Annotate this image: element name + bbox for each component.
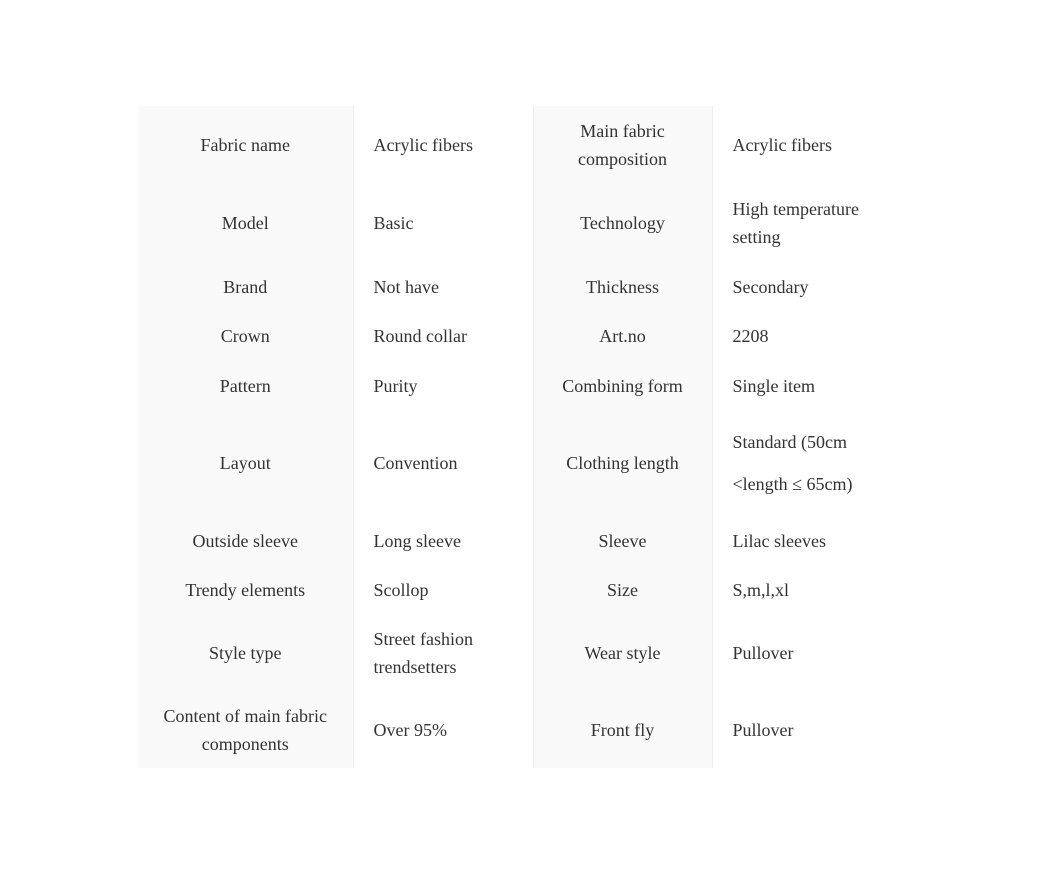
spec-value: Single item — [712, 361, 894, 410]
spec-row-model — [138, 184, 894, 262]
product-spec-table — [138, 106, 894, 768]
spec-row-brand — [138, 262, 894, 311]
spec-label: Size — [533, 565, 712, 614]
spec-row-crown — [138, 311, 894, 361]
spec-value: Scollop — [353, 565, 533, 614]
spec-label: Front fly — [533, 692, 712, 768]
spec-row-content-of-main-fabric — [138, 692, 894, 768]
spec-value: Round collar — [353, 311, 533, 361]
spec-value: Pullover — [712, 692, 894, 768]
spec-value: 2208 — [712, 311, 894, 361]
spec-value: S,m,l,xl — [712, 565, 894, 614]
spec-label: Combining form — [533, 361, 712, 410]
spec-value: Acrylic fibers — [712, 106, 894, 184]
spec-label: Layout — [138, 410, 353, 516]
spec-label: Art.no — [533, 311, 712, 361]
spec-value: Long sleeve — [353, 516, 533, 565]
spec-label: Main fabric composition — [533, 106, 712, 184]
spec-label: Style type — [138, 614, 353, 692]
spec-row-trendy-elements — [138, 565, 894, 614]
spec-value: Over 95% — [353, 692, 533, 768]
spec-value: Basic — [353, 184, 533, 262]
spec-value: High temperature setting — [712, 184, 894, 262]
spec-label: Model — [138, 184, 353, 262]
spec-label: Pattern — [138, 361, 353, 410]
spec-value: Standard (50cm <length ≤ 65cm) — [712, 410, 894, 516]
spec-label: Wear style — [533, 614, 712, 692]
spec-row-style-type — [138, 614, 894, 692]
spec-value: Secondary — [712, 262, 894, 311]
spec-label: Outside sleeve — [138, 516, 353, 565]
spec-value: Convention — [353, 410, 533, 516]
spec-row-pattern — [138, 361, 894, 410]
spec-value: Street fashion trendsetters — [353, 614, 533, 692]
spec-value: Not have — [353, 262, 533, 311]
spec-label: Clothing length — [533, 410, 712, 516]
spec-value: Acrylic fibers — [353, 106, 533, 184]
spec-row-outside-sleeve — [138, 516, 894, 565]
spec-label: Crown — [138, 311, 353, 361]
spec-value: Pullover — [712, 614, 894, 692]
spec-label: Sleeve — [533, 516, 712, 565]
spec-label: Fabric name — [138, 106, 353, 184]
spec-label: Technology — [533, 184, 712, 262]
spec-label: Trendy elements — [138, 565, 353, 614]
spec-label: Content of main fabric components — [138, 692, 353, 768]
spec-label: Brand — [138, 262, 353, 311]
spec-row-fabric-name — [138, 106, 894, 184]
spec-row-layout — [138, 410, 894, 516]
spec-value: Lilac sleeves — [712, 516, 894, 565]
spec-value: Purity — [353, 361, 533, 410]
spec-label: Thickness — [533, 262, 712, 311]
